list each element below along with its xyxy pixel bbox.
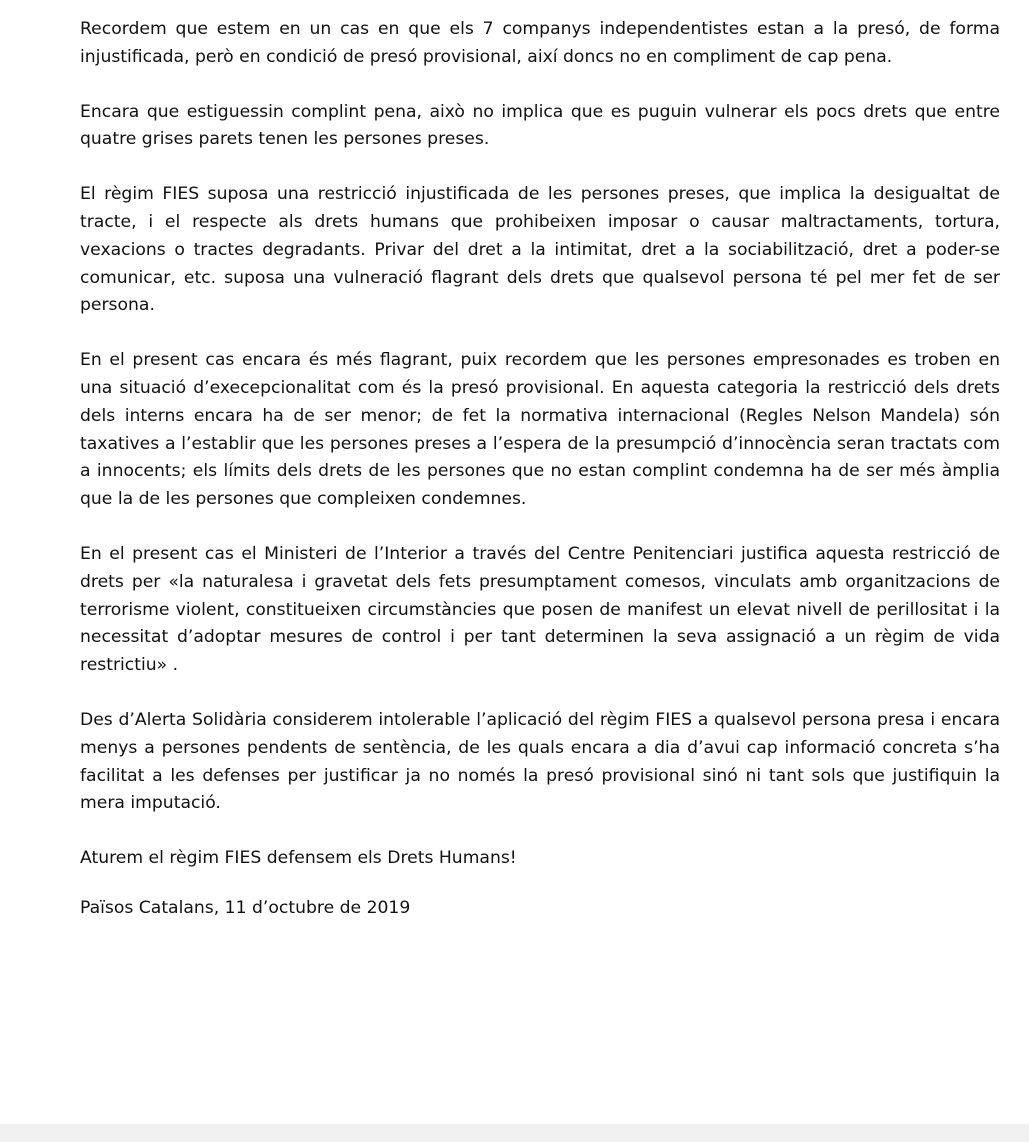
paragraph-exceptionality: En el present cas encara és més flagrant, puix recordem que les persones empresonades es troben en una situació d’execepcionalitat com és la presó provisional. En aquesta categoria la restricció dels drets dels interns encara ha de ser menor; de fet la normativa internacional (Regles Nelson Mandela) són taxatives a l’establir que les persones preses a l’espera de la presumpció d’innocència seran tractats com a innocents; els límits dels drets de les persones que no estan complint condemna ha de ser més àmplia que la de les persones que compleixen condemnes. [80,350,1000,510]
paragraph-ministry-justification: En el present cas el Ministeri de l’Interior a través del Centre Penitenciari justifica aquesta restricció de drets per «la naturalesa i gravetat dels fets presumptament comesos, vinculats amb organitzacions de terrorisme violent, constitueixen circumstàncies que posen de manifest un elevat nivell de perillositat i la necessitat d’adoptar mesures de control i per tant determinen la seva assignació a un règim de vida restrictiu» . [80,543,1000,676]
document-body [80,16,1000,950]
paragraph-rights-while-serving: Encara que estiguessin complint pena, això no implica que es puguin vulnerar els pocs drets que entre quatre grises parets tenen les persones preses. [80,101,1000,150]
paragraph-alerta-solidaria-position: Des d’Alerta Solidària considerem intolerable l’aplicació del règim FIES a qualsevol persona presa i encara menys a persones pendents de sentència, de les quals encara a dia d’avui cap informació concreta s’ha facilitat a les defenses per justificar ja no només la presó provisional sinó ni tant sols que justifiquin la mera imputació. [80,709,1000,814]
place-and-date: Països Catalans, 11 d’octubre de 2019 [80,897,411,918]
closing-slogan: Aturem el règim FIES defensem els Drets Humans! [80,848,517,869]
paragraph-fies-regime: El règim FIES suposa una restricció injustificada de les persones preses, que implica la desigualtat de tracte, i el respecte als drets humans que prohibeixen imposar o causar maltractaments, tortura, vexacions o tractes degradants. Privar del dret a la intimitat, dret a la sociabilització, dret a poder-se comunicar, etc. suposa una vulneració flagrant dels drets que qualsevol persona té pel mer fet de ser persona. [80,184,1000,316]
paragraph-provisional-prison: Recordem que estem en un cas en que els 7 companys independentistes estan a la presó, de forma injustificada, però en condició de presó provisional, així doncs no en compliment de cap pena. [80,19,1000,67]
bottom-band [0,1124,1029,1142]
